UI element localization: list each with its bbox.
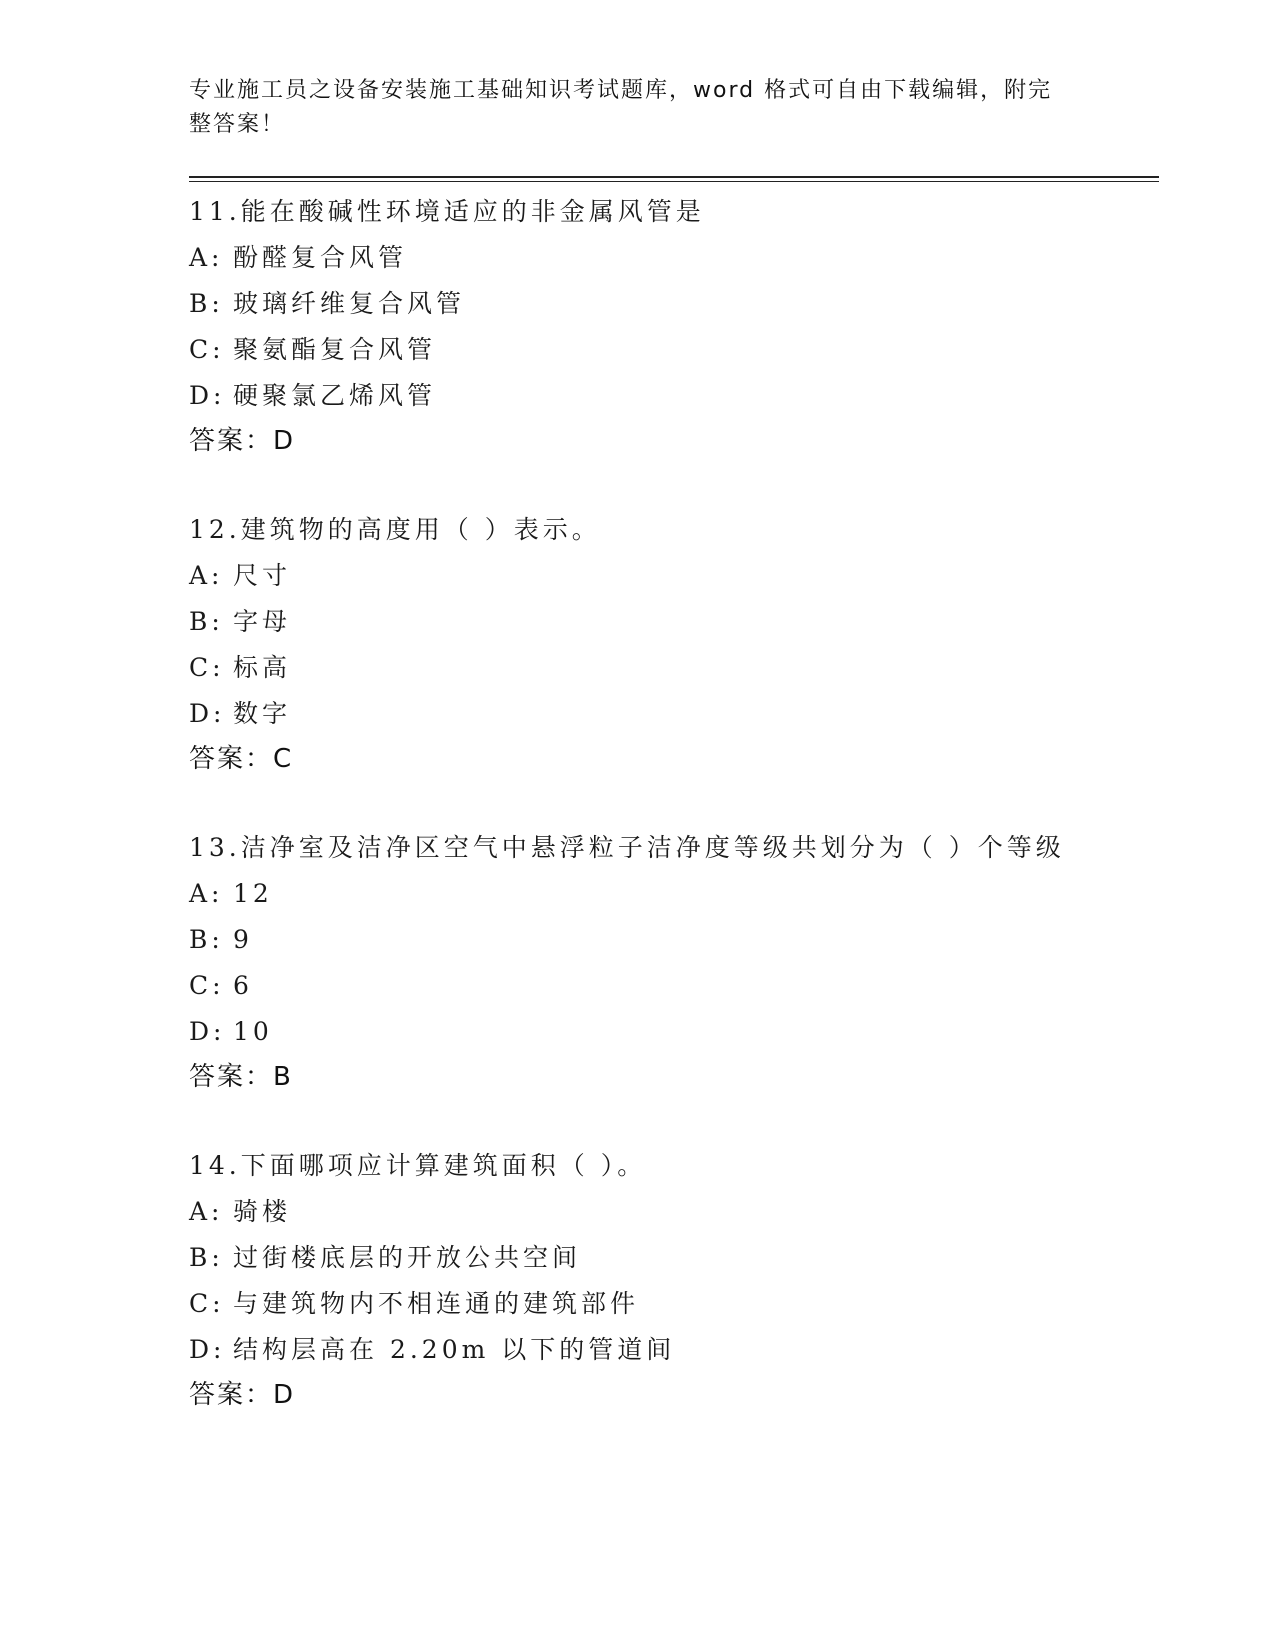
option-b (189, 599, 1159, 645)
question-stem: 11.能在酸碱性环境适应的非金属风管是 (189, 197, 705, 226)
option-letter: D: (189, 381, 226, 410)
header-line-1: 专业施工员之设备安装施工基础知识考试题库，word 格式可自由下载编辑，附完 (189, 78, 1053, 103)
question-stem: 14.下面哪项应计算建筑面积（ ）。 (189, 1151, 647, 1180)
option-text: 12 (233, 879, 273, 908)
option-a (189, 1189, 1159, 1235)
question-14 (189, 1143, 1159, 1417)
option-text: 结构层高在 2.20m 以下的管道间 (233, 1335, 676, 1364)
answer-label: 答案：D (189, 1380, 296, 1410)
option-c (189, 1281, 1159, 1327)
header-divider-thick (189, 176, 1159, 178)
option-letter: D: (189, 1335, 226, 1364)
question-stem: 12.建筑物的高度用（ ）表示。 (189, 515, 601, 544)
option-b (189, 917, 1159, 963)
option-d (189, 691, 1159, 737)
option-letter: C: (189, 653, 225, 682)
option-text: 酚醛复合风管 (233, 243, 408, 272)
document-header (189, 74, 1089, 142)
option-text: 玻璃纤维复合风管 (233, 289, 466, 318)
question-list (189, 189, 1159, 1461)
question-12 (189, 507, 1159, 781)
option-letter: B: (189, 607, 224, 636)
option-text: 标高 (233, 653, 292, 682)
option-text: 10 (233, 1017, 273, 1046)
option-text: 6 (233, 971, 253, 1000)
option-letter: D: (189, 699, 226, 728)
option-letter: B: (189, 1243, 224, 1272)
answer-label: 答案：B (189, 1062, 293, 1092)
option-text: 过街楼底层的开放公共空间 (233, 1243, 582, 1272)
option-letter: C: (189, 1289, 225, 1318)
option-text: 尺寸 (233, 561, 292, 590)
option-d (189, 1009, 1159, 1055)
option-letter: C: (189, 335, 225, 364)
option-letter: A: (189, 1197, 224, 1226)
question-stem: 13.洁净室及洁净区空气中悬浮粒子洁净度等级共划分为（ ）个等级 (189, 833, 1065, 862)
option-b (189, 1235, 1159, 1281)
answer-label: 答案：D (189, 426, 296, 456)
option-text: 骑楼 (233, 1197, 292, 1226)
question-13 (189, 825, 1159, 1099)
option-text: 与建筑物内不相连通的建筑部件 (233, 1289, 640, 1318)
option-d (189, 1327, 1159, 1373)
header-divider-thin (189, 181, 1159, 182)
option-letter: B: (189, 925, 224, 954)
option-a (189, 235, 1159, 281)
option-text: 数字 (233, 699, 292, 728)
option-text: 9 (233, 925, 253, 954)
question-11 (189, 189, 1159, 463)
option-letter: A: (189, 561, 224, 590)
option-letter: A: (189, 879, 224, 908)
option-b (189, 281, 1159, 327)
option-letter: B: (189, 289, 224, 318)
option-text: 聚氨酯复合风管 (233, 335, 437, 364)
option-c (189, 645, 1159, 691)
option-a (189, 553, 1159, 599)
option-letter: C: (189, 971, 225, 1000)
option-text: 字母 (233, 607, 292, 636)
option-a (189, 871, 1159, 917)
option-c (189, 327, 1159, 373)
option-c (189, 963, 1159, 1009)
option-letter: A: (189, 243, 224, 272)
option-d (189, 373, 1159, 419)
option-letter: D: (189, 1017, 226, 1046)
header-line-2: 整答案！ (189, 112, 286, 137)
answer-label: 答案：C (189, 744, 294, 774)
option-text: 硬聚氯乙烯风管 (233, 381, 437, 410)
